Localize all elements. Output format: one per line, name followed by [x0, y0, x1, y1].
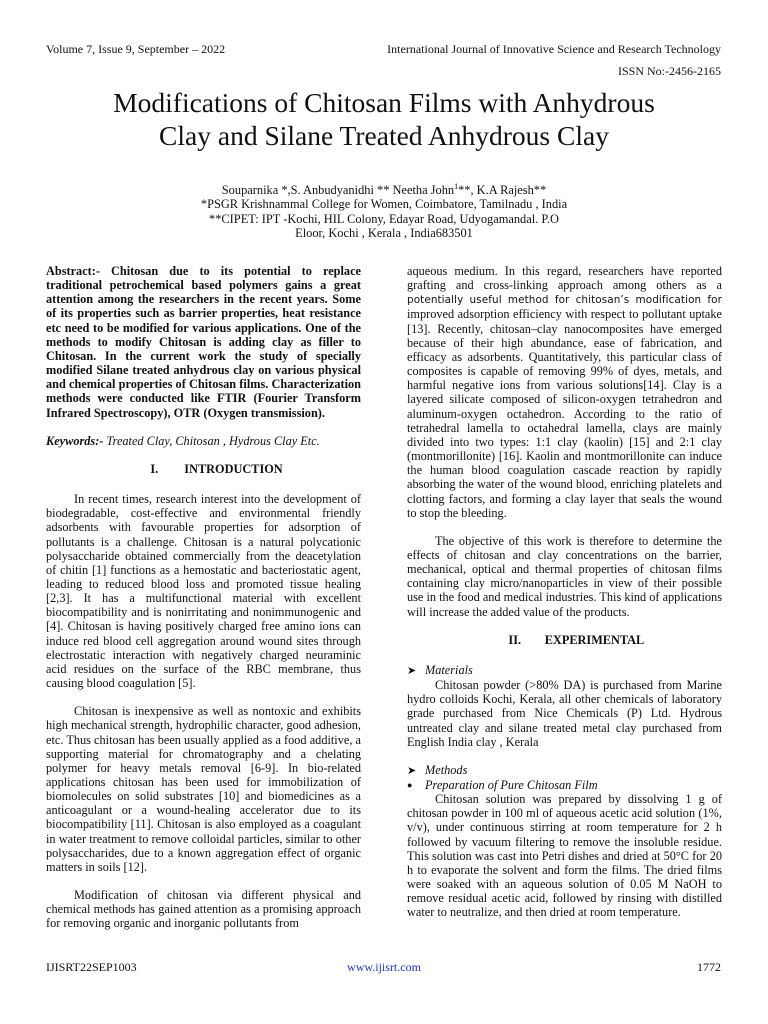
footer-page-number: 1772 [697, 960, 721, 974]
subheading-materials [407, 663, 722, 678]
continued-text-sans: potentially useful method for chitosan’s modification for [407, 294, 722, 307]
affiliation-3: Eloor, Kochi , Kerala , India683501 [295, 225, 473, 240]
right-column [407, 264, 722, 920]
affiliation-2: **CIPET: IPT -Kochi, HIL Colony, Edayar Road, Udyogamandal. P.O [209, 211, 559, 226]
continued-text-a: aqueous medium. In this regard, researchers have reported grafting and cross-linking approach among others as a [407, 264, 722, 293]
running-header-volume: Volume 7, Issue 9, September – 2022 [46, 42, 226, 56]
title-line-1: Modifications of Chitosan Films with Anhydrous [113, 87, 655, 118]
section-number: I. [150, 461, 159, 476]
section-title: EXPERIMENTAL [544, 632, 645, 647]
footer-website-link[interactable]: www.ijisrt.com [347, 960, 421, 974]
intro-paragraph-2: Chitosan is inexpensive as well as nontoxic and exhibits high mechanical strength, hydrophilic character, good adhesion, etc. Thus chitosan has been usually applied as a food additive, a supporting material for chromatography and a chelating polymer for heavy metals removal [6-9]. In bio-related applications chitosan has been used for immobilization of biomolecules on solid substrates [10] and biomedicines as a anticoagulant or a wound-healing accelerator due to its biocompatibility [11]. Chitosan is also employed as a coagulant in water treatment to remove colloidal particles, similar to other polysaccharides, due to a known aggregation effect of organic matters in soils [12]. [46, 704, 361, 874]
author-names-end: **, K.A Rajesh** [458, 183, 547, 198]
paper-title [40, 86, 728, 152]
footer-paper-id: IJISRT22SEP1003 [46, 960, 137, 974]
materials-paragraph: Chitosan powder (>80% DA) is purchased from Marine hydro colloids Kochi, Kerala, all other chemicals of laboratory grade purchased from Nice Chemicals (P) Ltd. Hydrous untreated clay and silane treated metal clay purchased from English India clay , Kerala [407, 678, 722, 749]
subheading-label: Methods [425, 762, 468, 777]
running-header-journal: International Journal of Innovative Science and Research Technology [387, 42, 721, 56]
keywords [46, 434, 361, 448]
subheading-label: Preparation of Pure Chitosan Film [425, 778, 598, 792]
section-heading-experimental [407, 633, 722, 647]
left-column [46, 264, 361, 931]
author-names-start: Souparnika *,S. Anbudyanidhi ** Neetha John [221, 183, 455, 198]
subheading-methods [407, 763, 722, 778]
title-line-2: Clay and Silane Treated Anhydrous Clay [159, 120, 609, 151]
abstract: Abstract:- Chitosan due to its potential to replace traditional petrochemical based polymers gains a great attention among the researchers in the recent years. Some of its properties such as barrier properties, heat resistance etc need to be modified for various applications. One of the methods to modify Chitosan is adding clay as filler to Chitosan. In the current work the study of specially modified Silane treated anhydrous clay on various physical and chemical properties of Chitosan films. Characterization methods were conducted like FTIR (Fourier Transform Infrared Spectroscopy), OTR (Oxygen transmission). [46, 264, 361, 420]
preparation-paragraph: Chitosan solution was prepared by dissolving 1 g of chitosan powder in 100 ml of aqueous acetic acid solution (1%, v/v), under continuous stirring at room temperature for 2 h followed by vacuum filtering to remove the insoluble residue. This solution was cast into Petri dishes and dried at 50°C for 20 h to evaporate the solvent and form the films. The dried films were soaked with an aqueous solution of 0.05 M NaOH to remove residual acetic acid, followed by rinsing with distilled water to neutralize, and then dried at room temperature. [407, 792, 722, 920]
subheading-preparation [407, 778, 722, 792]
subheading-label: Materials [425, 662, 473, 677]
affiliation-1: *PSGR Krishnammal College for Women, Coimbatore, Tamilnadu , India [200, 197, 568, 212]
objective-paragraph: The objective of this work is therefore to determine the effects of chitosan and clay concentrations on the barrier, mechanical, optical and thermal properties of chitosan films containing clay micro/nanoparticles in view of their possible use in the food and medical industries. This kind of applications will increase the added value of the products. [407, 533, 722, 619]
arrow-icon: ➤ [407, 664, 417, 677]
author-block [110, 180, 658, 240]
keywords-text: Treated Clay, Chitosan , Hydrous Clay Etc. [103, 433, 320, 448]
section-title: INTRODUCTION [184, 461, 283, 476]
intro-paragraph-3: Modification of chitosan via different physical and chemical methods has gained attention as a promising approach for removing organic and inorganic pollutants from [46, 888, 361, 931]
author-superscript: 1 [454, 182, 459, 191]
section-heading-introduction [46, 462, 361, 476]
arrow-icon: ➤ [407, 764, 417, 777]
issn: ISSN No:-2456-2165 [617, 64, 721, 78]
bullet-icon: ● [407, 780, 413, 790]
section-number: II. [508, 632, 522, 647]
keywords-label: Keywords:- [46, 433, 104, 448]
continued-paragraph [407, 264, 722, 520]
intro-paragraph-1: In recent times, research interest into the development of biodegradable, cost-effective and environmental friendly adsorbents with favourable properties for adsorption of pollutants is a challenge. Chitosan is a natural polycationic polysaccharide obtained commercially from the deacetylation of chitin [1] functions as a hemostatic and bacteriostatic agent, leading to reduced blood loss and promoted tissue healing [2,3]. It has a multifunctional material with excellent biocompatibility and is nonirritating and nonimmunogenic and [4]. Chitosan is having positively charged free amino ions can induce red blood cell aggregation around wound sites through electrostatic interaction with negatively charged neuraminic acid residues on the surface of the RBC membrane, thus causing blood coagulation [5]. [46, 492, 361, 691]
continued-text-b: improved adsorption efficiency with respect to pollutant uptake [13]. Recently, chitosan–clay nanocomposites have emerged because of their high abundance, ease of fabrication, and efficacy as adsorbents. Quantitatively, this particular class of composites is capable of removing 99% of dyes, metals, and harmful negative ions from various solutions[14]. Clay is a layered silicate composed of silicon-oxygen tetrahedron and aluminum-oxygen octahedron. According to the ratio of tetrahedral lamella to octahedral lamella, clays are mainly divided into two types: 1:1 clay (kaolin) [15] and 2:1 clay (montmorillonite) [16]. Kaolin and montmorillonite can induce the human blood coagulation cascade reaction by rapidly absorbing the water of the wound blood, enriching platelets and clotting factors, and forming a clay layer that seals the wound to stop the bleeding. [407, 307, 722, 520]
author-names [110, 180, 658, 197]
